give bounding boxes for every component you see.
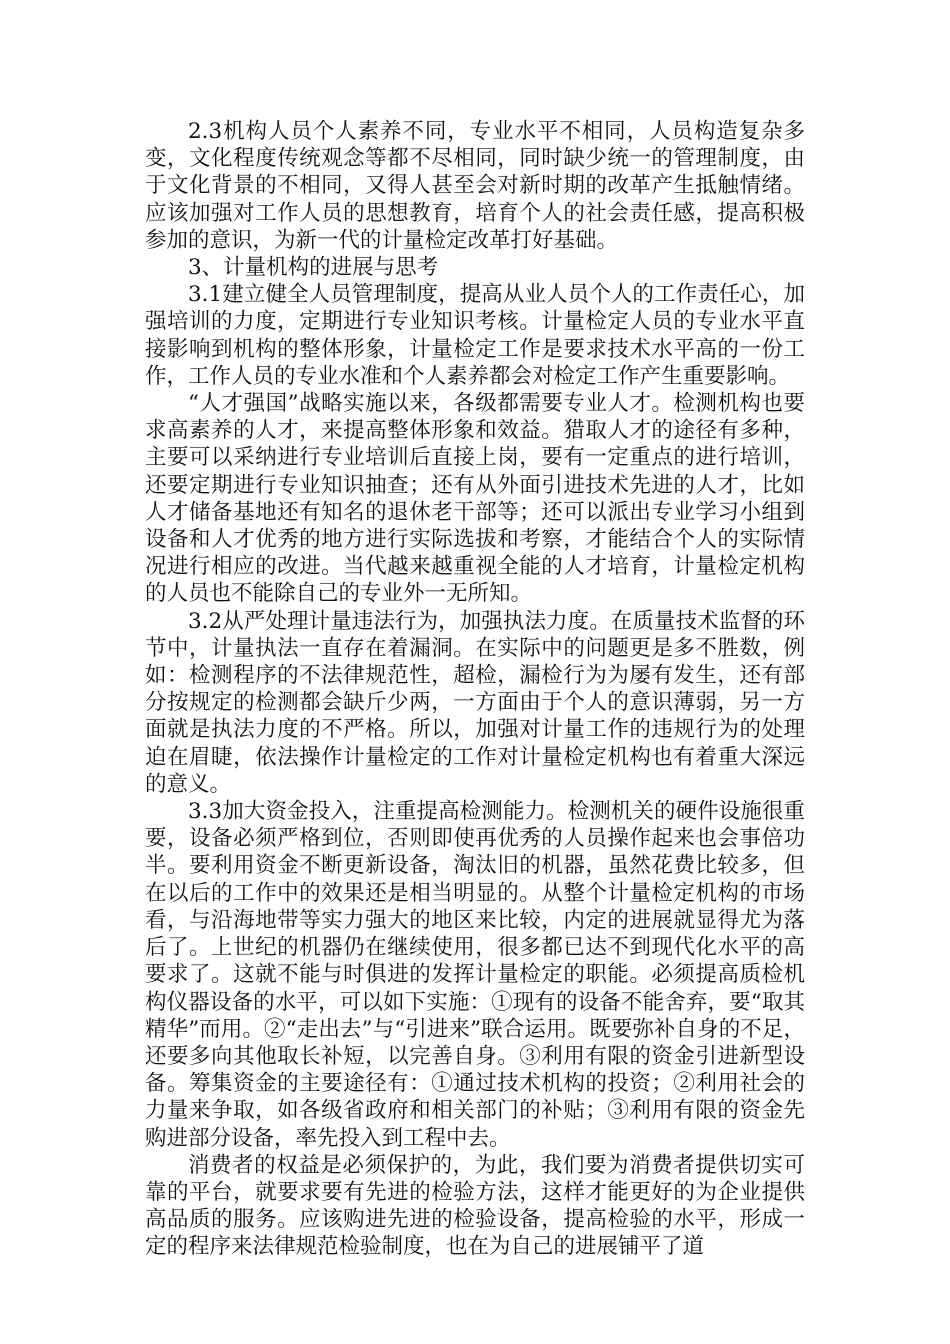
paragraph-2-3: 2.3机构人员个人素养不同，专业水平不相同，人员构造复杂多变，文化程度传统观念等都不尽相同，同时缺少统一的管理制度，由于文化背景的不相同，又得人甚至会对新时期的改革产生抵触情绪。应该加强对工作人员的思想教育，培育个人的社会责任感，提高积极参加的意识，为新一代的计量检定改革打好基础。 [145, 119, 805, 253]
paragraph-3-3: 3.3加大资金投入，注重提高检测能力。检测机关的硬件设施很重要，设备必须严格到位，否则即使再优秀的人员操作起来也会事倍功半。要利用资金不断更新设备，淘汰旧的机器，虽然花费比较多，但在以后的工作中的效果还是相当明显的。从整个计量检定机构的市场看，与沿海地带等实力强大的地区来比较，内定的进展就显得尤为落后了。上世纪的机器仍在继续使用，很多都已达不到现代化水平的高要求了。这就不能与时俱进的发挥计量检定的职能。必须提高质检机构仪器设备的水平，可以如下实施：①现有的设备不能舍弃，要“取其精华”而用。②“走出去”与“引进来”联合运用。既要弥补自身的不足，还要多向其他取长补短，以完善自身。③利用有限的资金引进新型设备。筹集资金的主要途径有：①通过技术机构的投资；②利用社会的力量来争取，如各级省政府和相关部门的补贴；③利用有限的资金先购进部分设备，率先投入到工程中去。 [145, 799, 805, 1151]
paragraph-consumer: 消费者的权益是必须保护的，为此，我们要为消费者提供切实可靠的平台，就要求要有先进的检验方法，这样才能更好的为企业提供高品质的服务。应该购进先进的检验设备，提高检验的水平，形成一定的程序来法律规范检验制度，也在为自己的进展铺平了道 [145, 1152, 805, 1260]
section-heading-3: 3、计量机构的进展与思考 [188, 255, 439, 281]
document-body [145, 118, 805, 1261]
paragraph-3-2: 3.2从严处理计量违法行为，加强执法力度。在质量技术监督的环节中，计量执法一直存在着漏洞。在实际中的问题更是多不胜数，例如：检测程序的不法律规范性，超检，漏检行为为屡有发生，还有部分按规定的检测都会缺斤少两，一方面由于个人的意识薄弱，另一方面就是执法力度的不严格。所以，加强对计量工作的违规行为的处理迫在眉睫，依法操作计量检定的工作对计量检定机构也有着重大深远的意义。 [145, 608, 805, 797]
paragraph-talent: “人才强国”战略实施以来，各级都需要专业人才。检测机构也要求高素养的人才，来提高整体形象和效益。猎取人才的途径有多种，主要可以采纳进行专业培训后直接上岗，要有一定重点的进行培训，还要定期进行专业知识抽查；还有从外面引进技术先进的人才，比如人才储备基地还有知名的退休老干部等；还可以派出专业学习小组到设备和人才优秀的地方进行实际选拔和考察，才能结合个人的实际情况进行相应的改进。当代越来越重视全能的人才培育，计量检定机构的人员也不能除自己的专业外一无所知。 [145, 391, 805, 607]
paragraph-3-1: 3.1建立健全人员管理制度，提高从业人员个人的工作责任心，加强培训的力度，定期进行专业知识考核。计量检定人员的专业水平直接影响到机构的整体形象，计量检定工作是要求技术水平高的一份工作，工作人员的专业水准和个人素养都会对检定工作产生重要影响。 [145, 282, 805, 389]
